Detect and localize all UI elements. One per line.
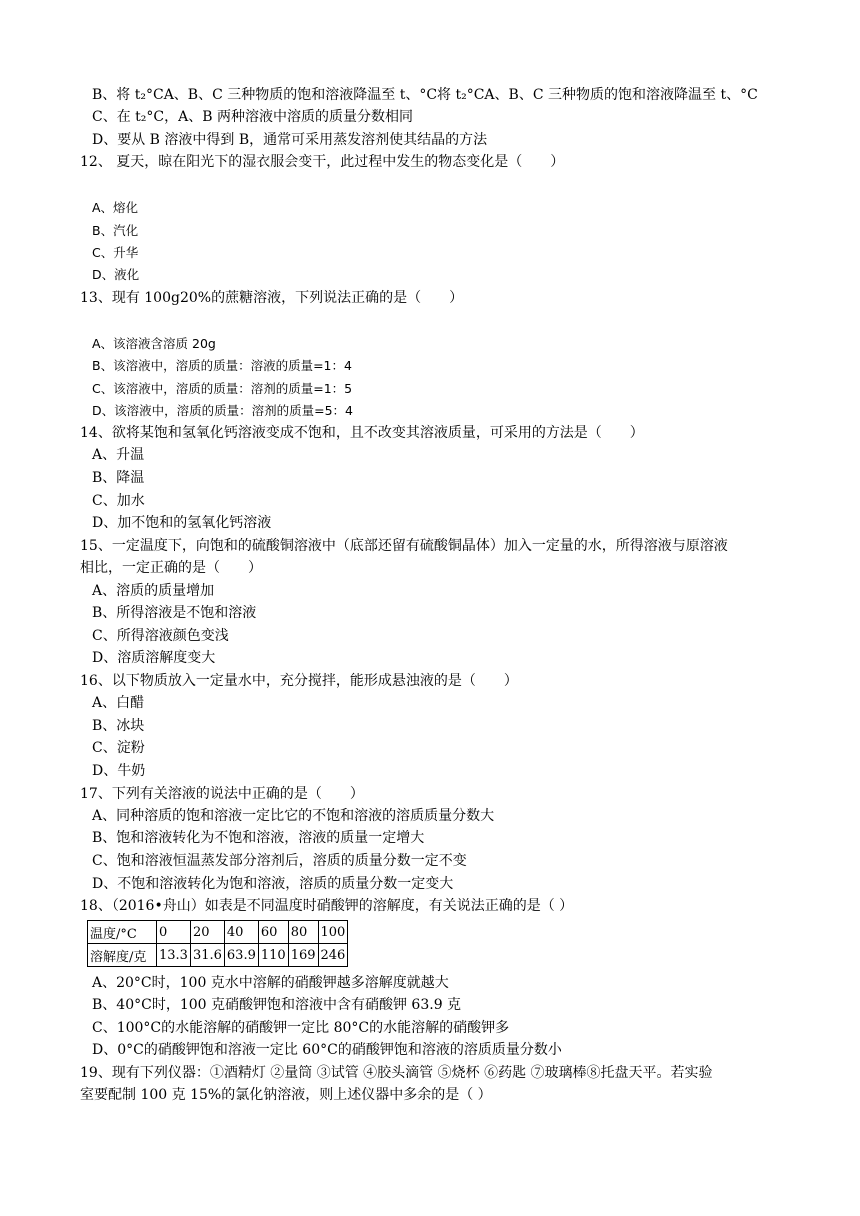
q18-option-b: B、40°C时，100 克硝酸钾饱和溶液中含有硝酸钾 63.9 克: [92, 997, 462, 1013]
q16-option-d: D、牛奶: [92, 763, 146, 779]
q14-option-c: C、加水: [92, 493, 145, 509]
q19-stem-line1: 19、现有下列仪器：①酒精灯 ②量筒 ③试管 ④胶头滴管 ⑤烧杯 ⑥药匙 ⑦玻璃棒⑧托盘天平。若实验: [80, 1065, 713, 1081]
q11-option-b: B、将 t₂°CA、B、C 三种物质的饱和溶液降温至 t、°C将 t₂°CA、B、C 三种物质的饱和溶液降温至 t、°C: [92, 87, 758, 103]
q15-stem-line2: 相比，一定正确的是（ ）: [80, 560, 262, 576]
q17-stem: 17、下列有关溶液的说法中正确的是（ ）: [80, 786, 364, 802]
q18-option-c: C、100°C的水能溶解的硝酸钾一定比 80°C的水能溶解的硝酸钾多: [92, 1020, 510, 1036]
q17-option-b: B、饱和溶液转化为不饱和溶液，溶液的质量一定增大: [92, 830, 425, 846]
q14-option-a: A、升温: [92, 447, 145, 463]
table-cell: 温度/°C: [88, 921, 157, 944]
q11-option-c: C、在 t₂°C，A、B 两种溶液中溶质的质量分数相同: [92, 109, 413, 125]
q18-stem: 18、（2016•舟山）如表是不同温度时硝酸钾的溶解度，有关说法正确的是（ ）: [80, 898, 574, 914]
q15-option-c: C、所得溶液颜色变浅: [92, 628, 229, 644]
q12-option-d: D、液化: [92, 267, 140, 282]
table-cell: 20: [190, 921, 224, 944]
q17-option-d: D、不饱和溶液转化为饱和溶液，溶质的质量分数一定变大: [92, 876, 454, 892]
q15-option-d: D、溶质溶解度变大: [92, 650, 216, 666]
q13-option-c: C、该溶液中，溶质的质量：溶剂的质量=1：5: [92, 381, 353, 396]
q16-option-c: C、淀粉: [92, 740, 145, 756]
q14-stem: 14、欲将某饱和氢氧化钙溶液变成不饱和，且不改变其溶液质量，可采用的方法是（ ）: [80, 425, 644, 441]
q16-stem: 16、以下物质放入一定量水中，充分搅拌，能形成悬浊液的是（ ）: [80, 673, 518, 689]
table-cell: 40: [224, 921, 258, 944]
q18-option-a: A、20°C时，100 克水中溶解的硝酸钾越多溶解度就越大: [92, 975, 449, 991]
q12-option-c: C、升华: [92, 245, 139, 260]
q16-option-b: B、冰块: [92, 718, 145, 734]
q19-stem-line2: 室要配制 100 克 15%的氯化钠溶液，则上述仪器中多余的是（ ）: [80, 1087, 492, 1103]
table-row-temperature: [88, 921, 348, 944]
q13-stem: 13、现有 100g20%的蔗糖溶液，下列说法正确的是（ ）: [80, 290, 464, 306]
q17-option-c: C、饱和溶液恒温蒸发部分溶剂后，溶质的质量分数一定不变: [92, 853, 467, 869]
q13-option-a: A、该溶液含溶质 20g: [92, 336, 216, 351]
table-cell: 80: [288, 921, 318, 944]
q13-option-d: D、该溶液中，溶质的质量：溶剂的质量=5：4: [92, 403, 354, 418]
table-cell: 13.3: [157, 944, 191, 967]
q17-option-a: A、同种溶质的饱和溶液一定比它的不饱和溶液的溶质质量分数大: [92, 808, 495, 824]
q13-option-b: B、该溶液中，溶质的质量：溶液的质量=1：4: [92, 358, 352, 373]
q16-option-a: A、白醋: [92, 695, 145, 711]
q15-option-b: B、所得溶液是不饱和溶液: [92, 605, 257, 621]
table-cell: 31.6: [190, 944, 224, 967]
q14-option-d: D、加不饱和的氢氧化钙溶液: [92, 515, 272, 531]
solubility-table: [87, 920, 348, 967]
table-cell: 246: [318, 944, 348, 967]
table-cell: 溶解度/克: [88, 944, 157, 967]
table-row-solubility: [88, 944, 348, 967]
q18-option-d: D、0°C的硝酸钾饱和溶液一定比 60°C的硝酸钾饱和溶液的溶质质量分数小: [92, 1042, 562, 1058]
q14-option-b: B、降温: [92, 470, 145, 486]
table-cell: 60: [258, 921, 288, 944]
q12-option-b: B、汽化: [92, 223, 139, 238]
table-cell: 169: [288, 944, 318, 967]
q12-option-a: A、熔化: [92, 200, 139, 215]
table-cell: 100: [318, 921, 348, 944]
table-cell: 110: [258, 944, 288, 967]
q12-stem: 12、 夏天，晾在阳光下的湿衣服会变干，此过程中发生的物态变化是（ ）: [80, 154, 565, 170]
q15-option-a: A、溶质的质量增加: [92, 583, 215, 599]
table-cell: 0: [157, 921, 191, 944]
q11-option-d: D、要从 B 溶液中得到 B，通常可采用蒸发溶剂使其结晶的方法: [92, 132, 488, 148]
q15-stem-line1: 15、一定温度下，向饱和的硫酸铜溶液中（底部还留有硫酸铜晶体）加入一定量的水，所得溶液与原溶液: [80, 538, 728, 554]
table-cell: 63.9: [224, 944, 258, 967]
